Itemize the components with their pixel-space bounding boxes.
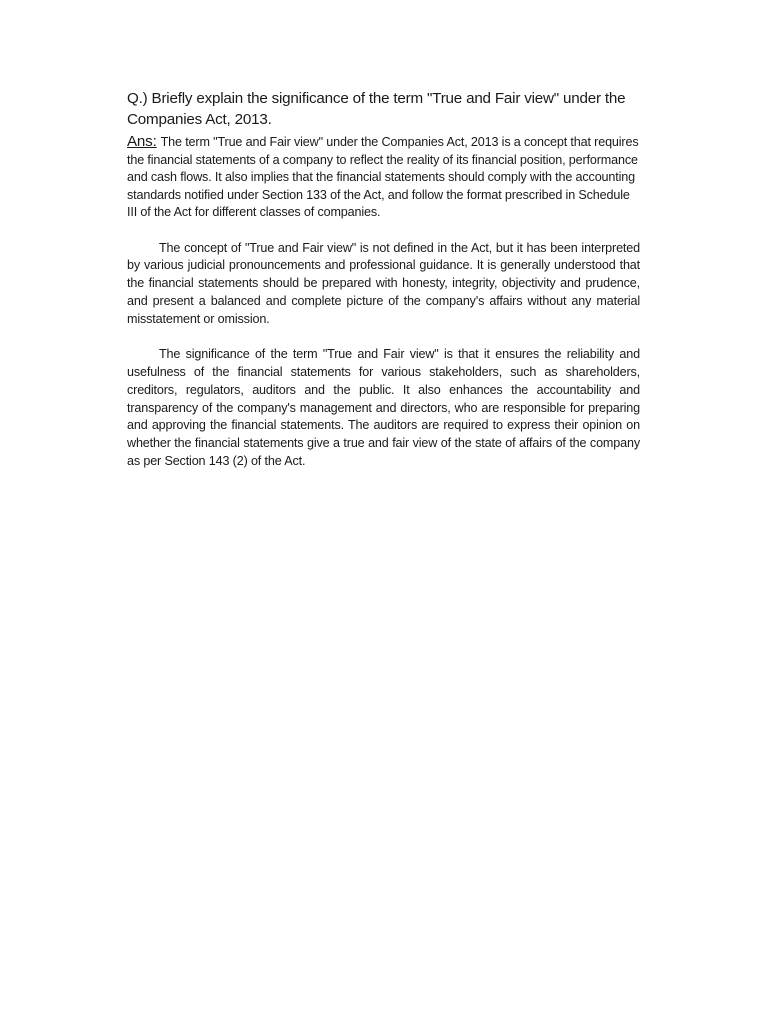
answer-intro-text: The term "True and Fair view" under the Companies Act, 2013 is a concept that requires the financial statements of a company to reflect the reality of its financial position, performance and cash flows. It also implies that the financial statements should comply with the accounting standards notified under Section 133 of the Act, and follow the format prescribed in Schedule III of the Act for different classes of companies.: [127, 135, 639, 220]
answer-label: Ans:: [127, 133, 157, 150]
document-body: [127, 88, 640, 471]
answer-intro-paragraph: [127, 133, 640, 222]
question-heading: Q.) Briefly explain the significance of the term "True and Fair view" under the Companies Act, 2013.: [127, 90, 626, 128]
paragraph-definition: The concept of "True and Fair view" is not defined in the Act, but it has been interpreted by various judicial pronouncements and professional guidance. It is generally understood that the financial statements should be prepared with honesty, integrity, objectivity and prudence, and present a balanced and complete picture of the company's affairs without any material misstatement or omission.: [127, 240, 640, 326]
paragraph-significance: The significance of the term "True and Fair view" is that it ensures the reliability and usefulness of the financial statements for various stakeholders, such as shareholders, creditors, regulators, auditors and the public. It also enhances the accountability and transparency of the company's management and directors, who are responsible for preparing and approving the financial statements. The auditors are required to express their opinion on whether the financial statements give a true and fair view of the state of affairs of the company as per Section 143 (2) of the Act.: [127, 347, 640, 468]
